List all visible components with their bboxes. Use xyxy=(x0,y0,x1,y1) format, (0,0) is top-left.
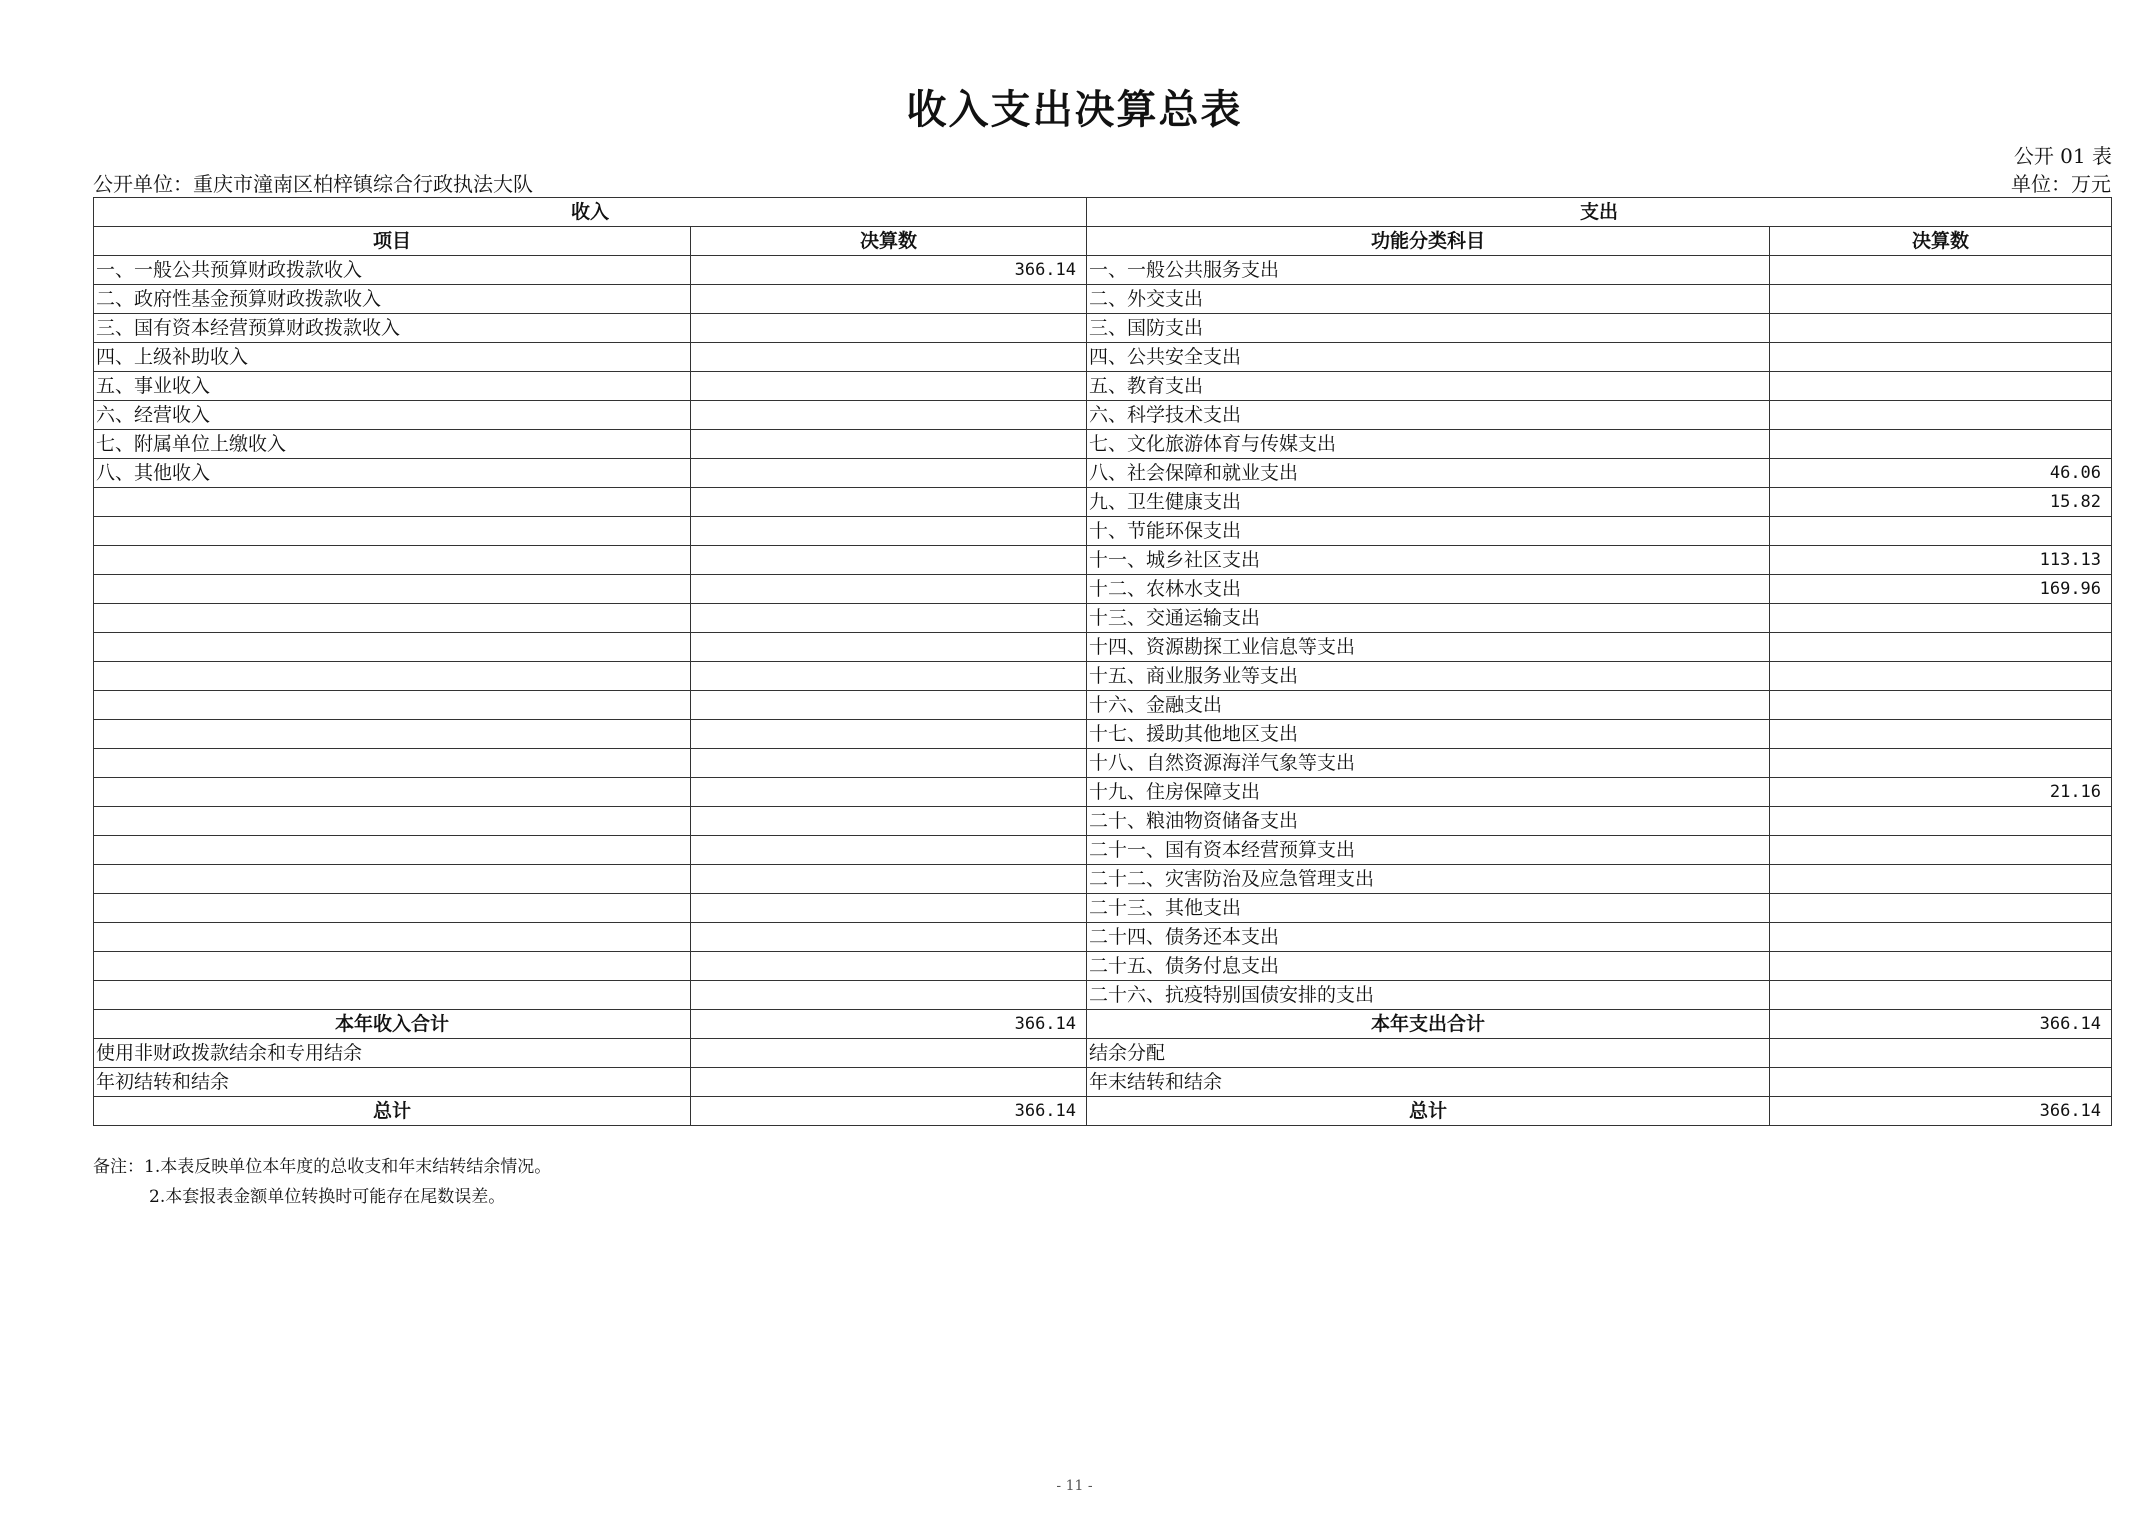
table-row xyxy=(94,633,2112,662)
expense-label: 五、教育支出 xyxy=(1087,372,1770,401)
income-value xyxy=(691,691,1087,720)
expense-value xyxy=(1770,981,2112,1010)
income-value xyxy=(691,1068,1087,1097)
income-value xyxy=(691,285,1087,314)
expense-label: 十三、交通运输支出 xyxy=(1087,604,1770,633)
table-row xyxy=(94,894,2112,923)
table-column-header xyxy=(94,227,2112,256)
expense-label: 二十、粮油物资储备支出 xyxy=(1087,807,1770,836)
expense-value xyxy=(1770,807,2112,836)
income-label: 八、其他收入 xyxy=(94,459,691,488)
expense-label: 六、科学技术支出 xyxy=(1087,401,1770,430)
expense-label: 十、节能环保支出 xyxy=(1087,517,1770,546)
income-label xyxy=(94,488,691,517)
item-header: 项目 xyxy=(94,227,691,256)
year-expense-total-value: 366.14 xyxy=(1770,1010,2112,1039)
year-income-total-label: 本年收入合计 xyxy=(94,1010,691,1039)
expense-label: 二十四、债务还本支出 xyxy=(1087,923,1770,952)
expense-value xyxy=(1770,343,2112,372)
expense-label: 八、社会保障和就业支出 xyxy=(1087,459,1770,488)
income-value xyxy=(691,749,1087,778)
expense-label: 十八、自然资源海洋气象等支出 xyxy=(1087,749,1770,778)
income-label xyxy=(94,836,691,865)
expense-value xyxy=(1770,662,2112,691)
income-value xyxy=(691,836,1087,865)
income-label: 四、上级补助收入 xyxy=(94,343,691,372)
expense-label: 二十一、国有资本经营预算支出 xyxy=(1087,836,1770,865)
table-row xyxy=(94,807,2112,836)
table-row xyxy=(94,691,2112,720)
table-row xyxy=(94,952,2112,981)
grand-total-row xyxy=(94,1097,2112,1126)
expense-label: 十五、商业服务业等支出 xyxy=(1087,662,1770,691)
income-label xyxy=(94,575,691,604)
income-header: 收入 xyxy=(94,198,1087,227)
table-row xyxy=(94,343,2112,372)
income-value xyxy=(691,401,1087,430)
grand-income-total-value: 366.14 xyxy=(691,1097,1087,1126)
expense-label: 二十五、债务付息支出 xyxy=(1087,952,1770,981)
income-label xyxy=(94,807,691,836)
income-label xyxy=(94,633,691,662)
expense-value: 113.13 xyxy=(1770,546,2112,575)
table-row xyxy=(94,430,2112,459)
table-row xyxy=(94,778,2112,807)
notes xyxy=(93,1152,551,1212)
income-value xyxy=(691,865,1087,894)
table-row xyxy=(94,575,2112,604)
table-row xyxy=(94,401,2112,430)
income-label xyxy=(94,691,691,720)
expense-value xyxy=(1770,1068,2112,1097)
income-label xyxy=(94,894,691,923)
expense-label: 十七、援助其他地区支出 xyxy=(1087,720,1770,749)
income-value: 366.14 xyxy=(691,256,1087,285)
unit-label: 单位：万元 xyxy=(2011,172,2111,196)
year-total-row xyxy=(94,1010,2112,1039)
expense-label: 二十三、其他支出 xyxy=(1087,894,1770,923)
expense-label: 年末结转和结余 xyxy=(1087,1068,1770,1097)
expense-value xyxy=(1770,372,2112,401)
table-row xyxy=(94,1039,2112,1068)
expense-value xyxy=(1770,633,2112,662)
table-row xyxy=(94,836,2112,865)
table-row xyxy=(94,459,2112,488)
table-row xyxy=(94,256,2112,285)
table-row xyxy=(94,604,2112,633)
income-value xyxy=(691,1039,1087,1068)
grand-expense-total-label: 总计 xyxy=(1087,1097,1770,1126)
income-value xyxy=(691,459,1087,488)
income-label: 年初结转和结余 xyxy=(94,1068,691,1097)
note-1: 备注：1.本表反映单位本年度的总收支和年末结转结余情况。 xyxy=(93,1157,552,1177)
expense-value xyxy=(1770,1039,2112,1068)
amount-header: 决算数 xyxy=(691,227,1087,256)
expense-value xyxy=(1770,865,2112,894)
expense-value xyxy=(1770,691,2112,720)
table-row xyxy=(94,865,2112,894)
table-code: 公开 01 表 xyxy=(2013,144,2112,168)
income-value xyxy=(691,633,1087,662)
year-expense-total-label: 本年支出合计 xyxy=(1087,1010,1770,1039)
income-label: 五、事业收入 xyxy=(94,372,691,401)
expense-label: 十二、农林水支出 xyxy=(1087,575,1770,604)
year-income-total-value: 366.14 xyxy=(691,1010,1087,1039)
income-value xyxy=(691,372,1087,401)
table-group-header xyxy=(94,198,2112,227)
expense-value: 169.96 xyxy=(1770,575,2112,604)
expense-value xyxy=(1770,923,2112,952)
expense-value xyxy=(1770,604,2112,633)
expense-value: 21.16 xyxy=(1770,778,2112,807)
income-value xyxy=(691,430,1087,459)
income-label: 二、政府性基金预算财政拨款收入 xyxy=(94,285,691,314)
income-label xyxy=(94,604,691,633)
expense-label: 十四、资源勘探工业信息等支出 xyxy=(1087,633,1770,662)
income-label: 一、一般公共预算财政拨款收入 xyxy=(94,256,691,285)
unit-name: 公开单位：重庆市潼南区柏梓镇综合行政执法大队 xyxy=(93,172,533,196)
income-value xyxy=(691,981,1087,1010)
note-2: 2.本套报表金额单位转换时可能存在尾数误差。 xyxy=(149,1187,506,1207)
expense-value: 46.06 xyxy=(1770,459,2112,488)
table-row xyxy=(94,517,2112,546)
grand-income-total-label: 总计 xyxy=(94,1097,691,1126)
unit-line xyxy=(93,168,2111,197)
income-label xyxy=(94,981,691,1010)
income-label xyxy=(94,778,691,807)
expense-label: 二十六、抗疫特别国债安排的支出 xyxy=(1087,981,1770,1010)
income-label xyxy=(94,720,691,749)
income-value xyxy=(691,604,1087,633)
table-row xyxy=(94,314,2112,343)
expense-value xyxy=(1770,894,2112,923)
income-label xyxy=(94,546,691,575)
table-row xyxy=(94,372,2112,401)
expense-value xyxy=(1770,517,2112,546)
expense-label: 十一、城乡社区支出 xyxy=(1087,546,1770,575)
income-value xyxy=(691,517,1087,546)
expense-header: 支出 xyxy=(1087,198,2112,227)
income-label: 使用非财政拨款结余和专用结余 xyxy=(94,1039,691,1068)
table-row xyxy=(94,488,2112,517)
table-row xyxy=(94,662,2112,691)
expense-label: 一、一般公共服务支出 xyxy=(1087,256,1770,285)
expense-label: 结余分配 xyxy=(1087,1039,1770,1068)
income-label xyxy=(94,662,691,691)
expense-value xyxy=(1770,749,2112,778)
income-value xyxy=(691,662,1087,691)
table-row xyxy=(94,720,2112,749)
income-value xyxy=(691,778,1087,807)
expense-value xyxy=(1770,836,2112,865)
expense-value xyxy=(1770,720,2112,749)
expense-value xyxy=(1770,256,2112,285)
income-value xyxy=(691,343,1087,372)
income-value xyxy=(691,488,1087,517)
expense-label: 三、国防支出 xyxy=(1087,314,1770,343)
income-label xyxy=(94,923,691,952)
income-value xyxy=(691,807,1087,836)
expense-value xyxy=(1770,314,2112,343)
income-label xyxy=(94,517,691,546)
income-value xyxy=(691,952,1087,981)
expense-value xyxy=(1770,952,2112,981)
income-label: 三、国有资本经营预算财政拨款收入 xyxy=(94,314,691,343)
expense-label: 二、外交支出 xyxy=(1087,285,1770,314)
expense-label: 十六、金融支出 xyxy=(1087,691,1770,720)
income-value xyxy=(691,720,1087,749)
income-label xyxy=(94,865,691,894)
income-label: 七、附属单位上缴收入 xyxy=(94,430,691,459)
expense-value xyxy=(1770,401,2112,430)
expense-label: 四、公共安全支出 xyxy=(1087,343,1770,372)
expense-label: 九、卫生健康支出 xyxy=(1087,488,1770,517)
expense-value: 15.82 xyxy=(1770,488,2112,517)
expense-label: 十九、住房保障支出 xyxy=(1087,778,1770,807)
expense-label: 七、文化旅游体育与传媒支出 xyxy=(1087,430,1770,459)
table-row xyxy=(94,285,2112,314)
table-row xyxy=(94,749,2112,778)
page-title: 收入支出决算总表 xyxy=(906,87,1243,133)
income-label: 六、经营收入 xyxy=(94,401,691,430)
amount2-header: 决算数 xyxy=(1770,227,2112,256)
expense-value xyxy=(1770,285,2112,314)
income-value xyxy=(691,314,1087,343)
income-value xyxy=(691,894,1087,923)
grand-expense-total-value: 366.14 xyxy=(1770,1097,2112,1126)
expense-label: 二十二、灾害防治及应急管理支出 xyxy=(1087,865,1770,894)
table-row xyxy=(94,981,2112,1010)
income-value xyxy=(691,575,1087,604)
table-row xyxy=(94,546,2112,575)
func-subject-header: 功能分类科目 xyxy=(1087,227,1770,256)
income-expense-table xyxy=(93,197,2112,1126)
table-row xyxy=(94,1068,2112,1097)
income-value xyxy=(691,923,1087,952)
expense-value xyxy=(1770,430,2112,459)
page-number: - 11 - xyxy=(1056,1478,1093,1494)
income-value xyxy=(691,546,1087,575)
income-label xyxy=(94,749,691,778)
table-row xyxy=(94,923,2112,952)
income-label xyxy=(94,952,691,981)
